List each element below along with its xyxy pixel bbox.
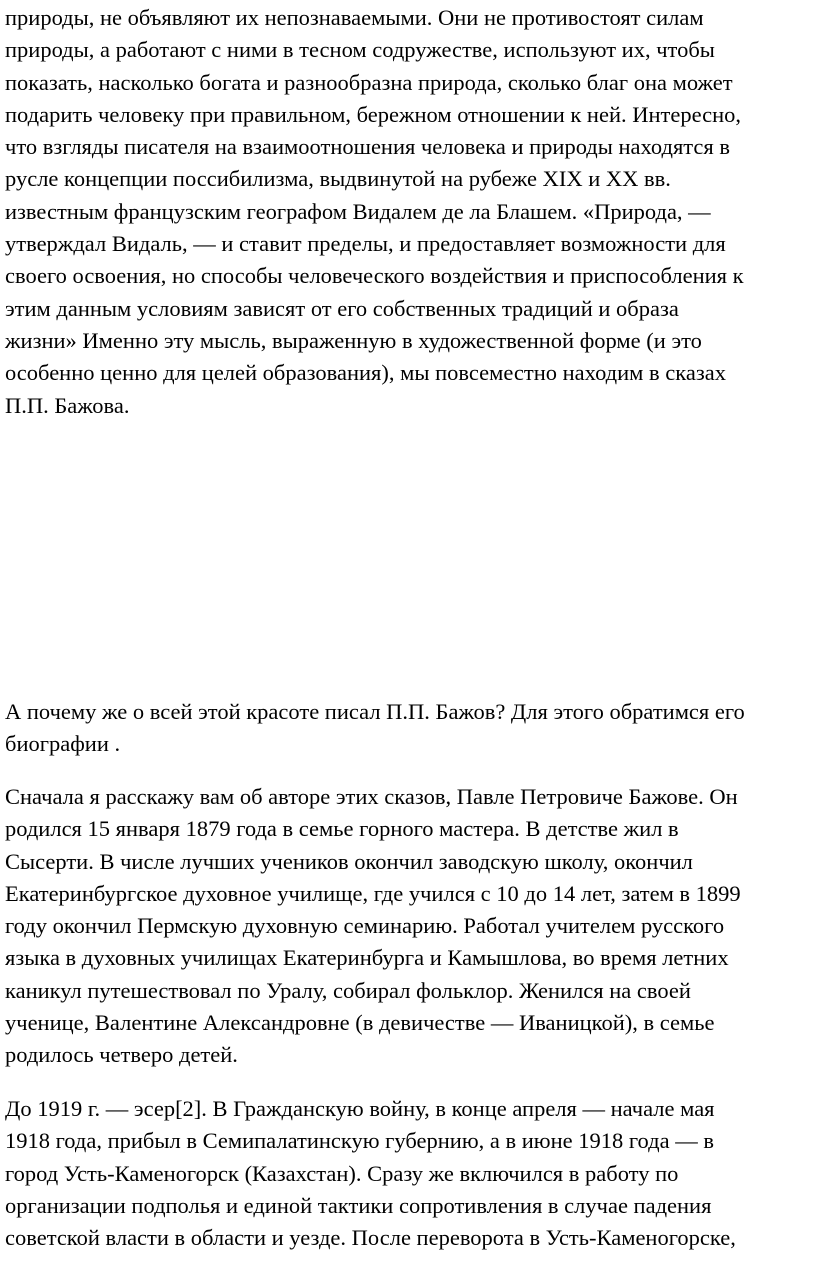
text-line: родилось четверо детей.: [5, 1042, 238, 1068]
text-line: подарить человеку при правильном, бережном отношении к ней. Интересно,: [5, 101, 742, 127]
text-line: Екатеринбургское духовное училище, где учился с 10 до 14 лет, затем в 1899: [5, 880, 741, 906]
document-page: [5, 2, 811, 1251]
text-line: природы, не объявляют их непознаваемыми. Они не противостоят силам: [5, 5, 704, 30]
text-line: году окончил Пермскую духовную семинарию. Работал учителем русского: [5, 913, 725, 939]
paragraph-4: [5, 1093, 811, 1254]
text-line: особенно ценно для целей образования), мы повсеместно находим в сказах: [5, 360, 726, 386]
text-line: каникул путешествовал по Уралу, собирал фольклор. Женился на своей: [5, 977, 691, 1003]
paragraph-1: [5, 2, 811, 422]
text-line: П.П. Бажова.: [5, 392, 130, 418]
text-line: этим данным условиям зависят от его собственных традиций и образа: [5, 295, 679, 321]
text-line: ученице, Валентине Александровне (в девичестве — Иваницкой), в семье: [5, 1010, 715, 1036]
paragraph-2: [5, 696, 811, 761]
text-line: родился 15 января 1879 года в семье горного мастера. В детстве жил в: [5, 816, 679, 842]
text-line: природы, а работают с ними в тесном содружестве, используют их, чтобы: [5, 37, 715, 63]
text-line: русле концепции поссибилизма, выдвинутой на рубеже XIX и XX вв.: [5, 166, 671, 192]
text-line: Сысерти. В числе лучших учеников окончил заводскую школу, окончил: [5, 848, 693, 874]
text-line: 1918 года, прибыл в Семипалатинскую губернию, а в июне 1918 года — в: [5, 1128, 714, 1154]
text-line: языка в духовных училищах Екатеринбурга и Камышлова, во время летних: [5, 945, 729, 971]
text-line: показать, насколько богата и разнообразна природа, сколько благ она может: [5, 69, 733, 95]
text-line: организации подполья и единой тактики сопротивления в случае падения: [5, 1192, 712, 1218]
text-line: Сначала я расскажу вам об авторе этих сказов, Павле Петровиче Бажове. Он: [5, 784, 738, 809]
text-line: утверждал Видаль, — и ставит пределы, и предоставляет возможности для: [5, 231, 726, 257]
text-line: жизни» Именно эту мысль, выраженную в художественной форме (и это: [5, 327, 702, 353]
text-line: советской власти в области и уезде. После переворота в Усть-Каменогорске,: [5, 1225, 736, 1251]
text-line: А почему же о всей этой красоте писал П.П. Бажов? Для этого обратимся его: [5, 699, 745, 724]
text-line: известным французским географом Видалем де ла Блашем. «Природа, —: [5, 198, 711, 224]
text-line: что взгляды писателя на взаимоотношения человека и природы находятся в: [5, 134, 730, 160]
text-line: город Усть-Каменогорск (Казахстан). Сразу же включился в работу по: [5, 1160, 679, 1186]
paragraph-3: [5, 781, 811, 1072]
text-line: своего освоения, но способы человеческого воздействия и приспособления к: [5, 263, 744, 289]
text-line: До 1919 г. — эсер[2]. В Гражданскую войну, в конце апреля — начале мая: [5, 1096, 715, 1121]
text-line: биографии .: [5, 731, 121, 757]
